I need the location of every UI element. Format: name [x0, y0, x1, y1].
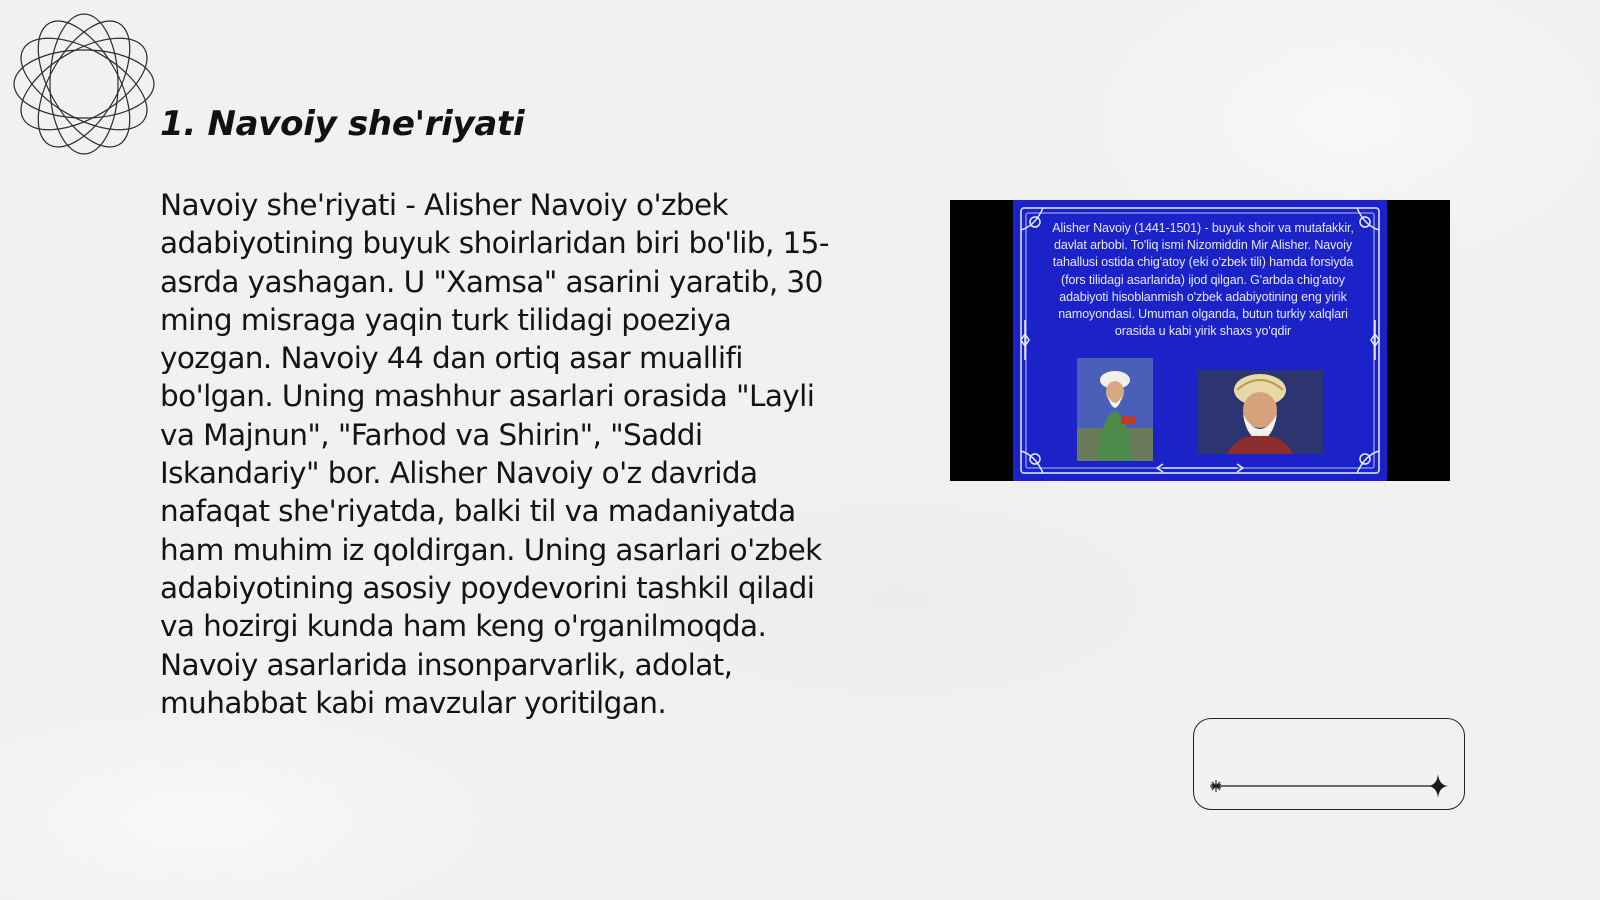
- embedded-video[interactable]: [950, 200, 1450, 481]
- slide-body-text: Navoiy she'riyati - Alisher Navoiy o'zbek adabiyotining buyuk shoirlaridan biri bo'lib, 15-asrda yashagan. U "Xamsa" asarini yaratib, 30 ming misraga yaqin turk tilidagi poeziya yozgan. Navoiy 44 dan ortiq asar muallifi bo'lgan. Uning mashhur asarlari orasida "Layli va Majnun", "Farhod va Shirin", "Saddi Iskandariy" bor. Alisher Navoiy o'z davrida nafaqat she'riyatda, balki til va madaniyatda ham muhim iz qoldirgan. Uning asarlari o'zbek adabiyotining asosiy poydevorini tashkil qiladi va hozirgi kunda ham keng o'rganilmoqda. Navoiy asarlarida insonparvarlik, adolat, muhabbat kabi mavzular yoritilgan.: [160, 188, 829, 720]
- four-point-star-icon: [1428, 774, 1448, 798]
- decorative-line: [1208, 774, 1448, 798]
- video-caption-text: Alisher Navoiy (1441-1501) - buyuk shoir va mutafakkir, davlat arbobi. To'liq ismi Nizomiddin Mir Alisher. Navoiy tahallusi ostida chig'atoy (eki o'zbek tili) hamda forsiyda (fors tilidagi asarlarida) ijod qilgan. G'arbda chig'atoy adabiyoti hisoblanmish o'zbek adabiyotining eng yirik namoyondasi. Umuman olganda, butun turkiy xalqlari orasida u kabi yirik shaxs yo'qdir: [1052, 221, 1354, 339]
- sparkle-icon: [1210, 780, 1222, 792]
- portrait-image-left: [1077, 358, 1153, 461]
- portrait-image-right: [1197, 370, 1323, 454]
- video-frame-slide: [1013, 200, 1387, 481]
- slide-title: 1. Navoiy she'riyati: [160, 104, 525, 144]
- circular-line-ornament-icon: [10, 10, 158, 158]
